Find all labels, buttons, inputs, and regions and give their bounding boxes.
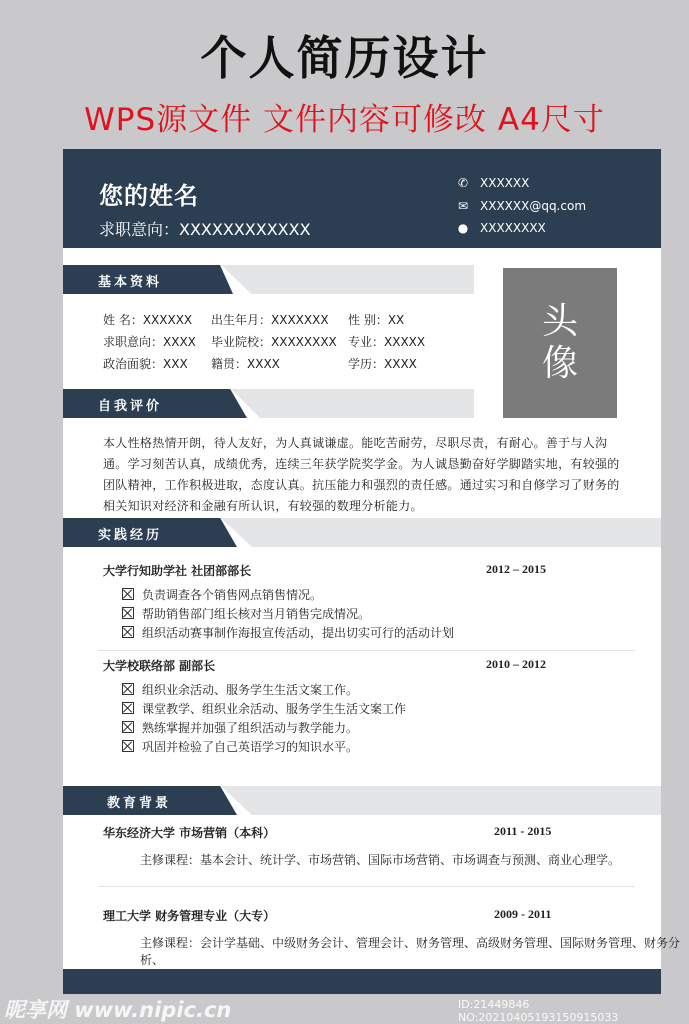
info-name: 姓 名：XXXXXX xyxy=(103,313,193,327)
divider xyxy=(98,650,635,651)
section-bar-self xyxy=(63,389,474,418)
watermark-id: ID:21449846 NO:20210405193150915033 xyxy=(458,998,619,1024)
address-text: XXXXXXXX xyxy=(480,221,546,235)
education-courses: 主修课程：基本会计、统计学、市场营销、国际市场营销、市场调查与预测、商业心理学。 xyxy=(140,853,621,867)
divider xyxy=(98,886,635,887)
section-bar-practice xyxy=(63,518,661,547)
list-item: 负责调查各个销售网点销售情况。 xyxy=(122,586,322,603)
info-birth: 出生年月：XXXXXXX xyxy=(211,313,329,327)
email-text: XXXXXX@qq.com xyxy=(480,199,587,213)
job-intent: 求职意向：XXXXXXXXXXXX xyxy=(99,220,311,239)
education-title: 华东经济大学 市场营销（本科） xyxy=(103,826,276,840)
email-icon: ✉ xyxy=(457,199,469,213)
info-degree: 学历：XXXX xyxy=(348,357,417,371)
list-item: 帮助销售部门组长核对当月销售完成情况。 xyxy=(122,605,370,622)
info-hometown: 籍贯：XXXX xyxy=(211,357,280,371)
checkbox-icon xyxy=(122,740,134,752)
section-bar-education xyxy=(63,786,661,815)
checkbox-icon xyxy=(122,683,134,695)
poster-headline: 个人简历设计 xyxy=(200,31,489,85)
poster-subline: WPS源文件 文件内容可修改 A4尺寸 xyxy=(84,102,605,138)
info-major: 专业：XXXXX xyxy=(348,335,426,349)
experience-title: 大学行知助学社 社团部部长 xyxy=(103,564,252,578)
checkbox-icon xyxy=(122,588,134,600)
education-title: 理工大学 财务管理专业（大专） xyxy=(103,909,276,923)
info-school: 毕业院校：XXXXXXXX xyxy=(211,335,337,349)
self-evaluation-text: 本人性格热情开朗，待人友好，为人真诚谦虚。能吃苦耐劳，尽职尽责，有耐心。善于与人沟通。学习刻苦认真，成绩优秀，连续三年获学院奖学金。为人诚恳勤奋好学脚踏实地，有较强的团队精神，工作积极进取，态度认真。抗压能力和强烈的责任感。通过实习和自修学习了财务的相关知识对经济和金融有所认识，有较强的数理分析能力。 xyxy=(103,436,620,513)
experience-date: 2012 – 2015 xyxy=(486,562,546,576)
footer-bar xyxy=(63,969,661,994)
photo-placeholder: 头 像 xyxy=(503,268,617,418)
phone-text: XXXXXX xyxy=(480,176,530,190)
watermark-logo: 昵享网 www.nipic.cn xyxy=(4,998,232,1022)
list-item: 组织业余活动、服务学生生活文案工作。 xyxy=(122,681,358,698)
info-intent: 求职意向：XXXX xyxy=(103,335,196,349)
checkbox-icon xyxy=(122,607,134,619)
contact-email xyxy=(456,199,586,213)
experience-title: 大学校联络部 副部长 xyxy=(103,659,216,673)
section-title-self: 自我评价 xyxy=(98,399,163,414)
experience-date: 2010 – 2012 xyxy=(486,657,546,671)
education-courses: 主修课程：会计学基础、中级财务会计、管理会计、财务管理、高级财务管理、国际财务管理、财务分析、 xyxy=(140,936,681,967)
info-gender: 性 别：XX xyxy=(348,313,405,327)
list-item: 组织活动赛事制作海报宣传活动，提出切实可行的活动计划 xyxy=(122,624,454,641)
location-icon: ● xyxy=(457,221,469,235)
candidate-name: 您的姓名 xyxy=(99,182,199,210)
list-item: 巩固并检验了自己英语学习的知识水平。 xyxy=(122,738,358,755)
list-item: 课堂教学、组织业余活动、服务学生生活文案工作 xyxy=(122,700,406,717)
section-title-practice: 实践经历 xyxy=(98,528,163,543)
section-title-basic: 基本资料 xyxy=(98,275,163,290)
phone-icon: ✆ xyxy=(457,176,469,190)
list-item: 熟练掌握并加强了组织活动与教学能力。 xyxy=(122,719,358,736)
checkbox-icon xyxy=(122,626,134,638)
contact-phone xyxy=(456,176,529,190)
checkbox-icon xyxy=(122,721,134,733)
education-date: 2009 - 2011 xyxy=(494,907,552,921)
section-bar-basic xyxy=(63,265,474,294)
info-political: 政治面貌：XXX xyxy=(103,357,188,371)
contact-address xyxy=(456,221,546,235)
checkbox-icon xyxy=(122,702,134,714)
education-date: 2011 - 2015 xyxy=(494,824,552,838)
section-title-education: 教育背景 xyxy=(107,796,172,811)
